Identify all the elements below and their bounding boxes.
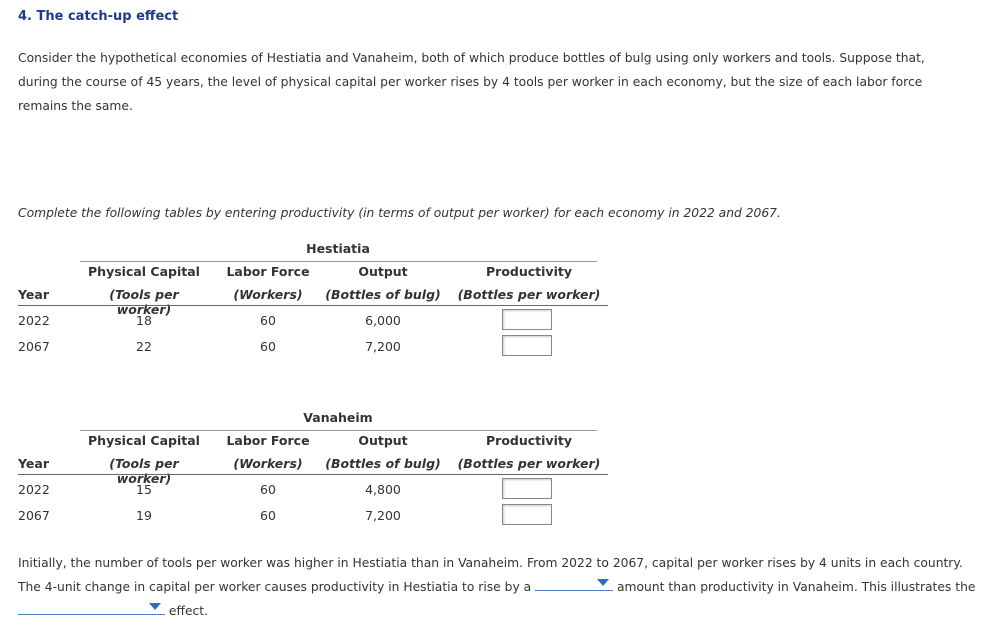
row-labor: 60 (260, 482, 276, 497)
conclusion-paragraph (18, 551, 978, 623)
col-header-capital: Physical Capital (88, 264, 200, 279)
col-header-capital: Physical Capital (88, 433, 200, 448)
conclusion-text-3: effect. (168, 604, 209, 618)
col-unit-output: (Bottles of bulg) (325, 456, 441, 471)
effect-dropdown[interactable] (18, 599, 165, 615)
col-unit-output: (Bottles of bulg) (325, 287, 441, 302)
question-heading: 4. The catch-up effect (18, 9, 179, 24)
conclusion-text-1: Initially, the number of tools per worker was higher in Hestiatia than in Vanaheim. From 2022 to 2067, capital per worker rises by 4 units in each country. The 4-unit change in capital per worker causes productivity in Hestiatia to rise by a (18, 556, 963, 594)
row-year: 2067 (18, 339, 50, 354)
row-labor: 60 (260, 313, 276, 328)
header-divider (18, 474, 608, 475)
hestiatia-2022-productivity-input[interactable] (502, 309, 552, 330)
conclusion-text-2: amount than productivity in Vanaheim. This illustrates the (617, 580, 976, 594)
col-header-year: Year (18, 287, 49, 302)
row-year: 2022 (18, 313, 50, 328)
col-header-productivity: Productivity (486, 264, 572, 279)
vanaheim-table (18, 410, 618, 530)
chevron-down-icon (597, 579, 609, 586)
row-labor: 60 (260, 508, 276, 523)
vanaheim-2022-productivity-input[interactable] (502, 478, 552, 499)
amount-dropdown[interactable] (535, 575, 613, 591)
row-output: 6,000 (365, 313, 401, 328)
instruction-text: Complete the following tables by entering productivity (in terms of output per worker) for each economy in 2022 and 2067. (18, 206, 781, 220)
row-output: 7,200 (365, 508, 401, 523)
col-unit-productivity: (Bottles per worker) (457, 456, 601, 471)
vanaheim-2067-productivity-input[interactable] (502, 504, 552, 525)
col-unit-labor: (Workers) (233, 287, 303, 302)
col-header-year: Year (18, 456, 49, 471)
row-capital: 18 (136, 313, 152, 328)
row-capital: 15 (136, 482, 152, 497)
table-title: Vanaheim (303, 410, 373, 425)
chevron-down-icon (149, 603, 161, 610)
row-capital: 19 (136, 508, 152, 523)
title-divider (80, 261, 597, 262)
row-year: 2022 (18, 482, 50, 497)
row-year: 2067 (18, 508, 50, 523)
row-labor: 60 (260, 339, 276, 354)
row-output: 7,200 (365, 339, 401, 354)
row-output: 4,800 (365, 482, 401, 497)
col-unit-labor: (Workers) (233, 456, 303, 471)
col-unit-capital: (Tools per worker) (109, 287, 179, 317)
hestiatia-2067-productivity-input[interactable] (502, 335, 552, 356)
title-divider (80, 430, 597, 431)
col-header-labor: Labor Force (226, 264, 310, 279)
col-header-output: Output (358, 264, 408, 279)
intro-paragraph: Consider the hypothetical economies of Hestiatia and Vanaheim, both of which produce bottles of bulg using only workers and tools. Suppose that, during the course of 45 years, the level of physical capital per worker rises by 4 tools per worker in each economy, but the size of each labor force remains the same. (18, 51, 925, 113)
header-divider (18, 305, 608, 306)
col-header-labor: Labor Force (226, 433, 310, 448)
col-unit-capital: (Tools per worker) (109, 456, 179, 486)
hestiatia-table (18, 241, 618, 361)
col-header-productivity: Productivity (486, 433, 572, 448)
row-capital: 22 (136, 339, 152, 354)
col-header-output: Output (358, 433, 408, 448)
col-unit-productivity: (Bottles per worker) (457, 287, 601, 302)
table-title: Hestiatia (306, 241, 370, 256)
